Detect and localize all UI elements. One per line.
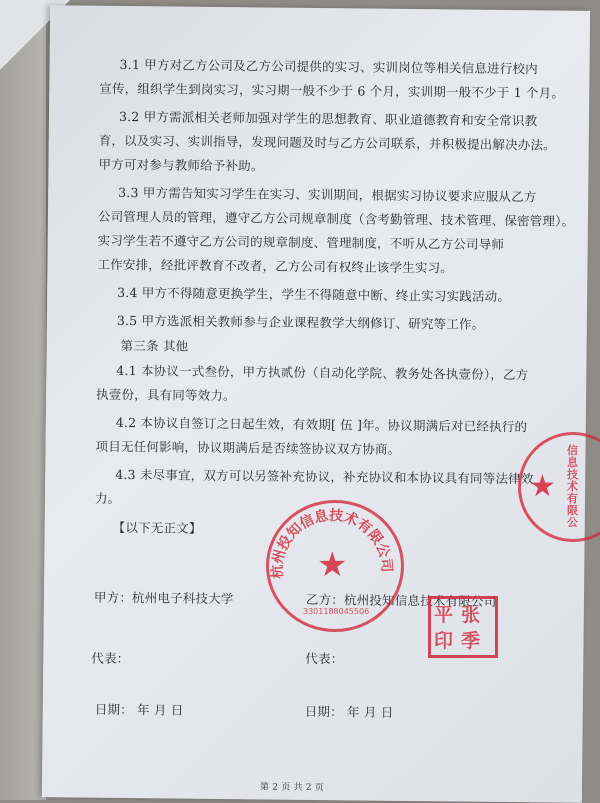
party-b-date: 日期： 年 月 日 [304,703,394,720]
clause-4-3-line1: 4.3 未尽事宜，双方可以另签补充协议，补充协议和本协议具有同等法律效 [115,466,534,487]
clause-4-1-line2: 执壹份，具有同等效力。 [96,386,236,404]
clause-3-1-line2: 宣传，组织学生到岗实习，实习期一般不少于 6 个月，实训期一般不少于 1 个月。 [99,80,565,101]
party-b-name: 杭州投知信息技术有限公司 [343,592,497,609]
party-a-date: 日期： 年 月 日 [94,701,184,718]
clause-4-3-line2: 力。 [94,490,121,506]
partial-seal-star-icon: ★ [529,469,556,504]
clause-3-3-line3: 实习学生若不遵守乙方公司的规章制度、管理制度，不听从乙方公司导师 [97,232,505,252]
clause-3-2-line3: 甲方可对参与教师给予补助。 [98,156,264,174]
clause-3-5: 3.5 甲方选派相关教师参与企业课程教学大纲修订、研究等工作。 [116,312,485,332]
company-seal-name: 杭州投知信息技术有限公司 [269,507,395,580]
document-page [42,5,590,803]
party-b-label: 乙方： [305,591,345,608]
seal-star-icon: ★ [317,545,348,585]
party-a-representative: 代表： [91,650,130,667]
article-3-title: 第三条 其他 [120,337,189,354]
clause-3-3-line1: 3.3 甲方需告知实习学生在实习、实训期间，根据实习协议要求应服从乙方 [118,184,537,205]
personal-name-stamp [428,596,498,658]
background-edge [0,0,46,800]
stamp-char-2: 季 [461,630,481,652]
clause-3-3-line2: 公司管理人员的管理，遵守乙方公司规章制度（含考勤管理、技术管理、保密管理）。 [97,208,575,229]
company-seal [266,500,404,632]
stamp-char-3: 平 [434,604,454,626]
clause-3-2-line1: 3.2 甲方需派相关老师加强对学生的思想教育、职业道德教育和安全常识教 [118,108,538,129]
clause-3-4: 3.4 甲方不得随意更换学生，学生不得随意中断、终止实习实践活动。 [117,284,511,305]
partial-seal-text: 信息技术有限公 [567,444,578,529]
stamp-char-1: 张 [461,604,481,626]
clause-3-2-line2: 育，以及实习、实训指导，发现问题及时与乙方公司联系，并积极提出解决办法。 [98,132,557,153]
company-seal-number: 3301188045506 [303,607,370,616]
party-b-representative: 代表： [305,650,344,667]
clause-4-1-line1: 4.1 本协议一式叁份，甲方执贰份（自动化学院、教务处各执壹份），乙方 [116,362,529,383]
clause-3-1-line1: 3.1 甲方对乙方公司及乙方公司提供的实习、实训岗位等相关信息进行校内 [119,56,538,77]
party-a-label: 甲方： [93,589,133,606]
end-of-text-note: 【以下无正文】 [112,519,202,536]
stamp-char-4: 印 [434,630,454,652]
clause-3-3-line4: 工作安排，经批评教育不改者，乙方公司有权终止该学生实习。 [97,256,454,276]
party-a-name: 杭州电子科技大学 [131,590,234,607]
page-footer: 第 2 页 共 2 页 [259,782,324,794]
clause-4-2-line1: 4.2 本协议自签订之日起生效，有效期[ 伍 ]年。协议期满后对已经执行的 [115,414,528,435]
clause-4-2-line2: 项目无任何影响，协议期满后是否续签协议双方协商。 [95,438,401,457]
